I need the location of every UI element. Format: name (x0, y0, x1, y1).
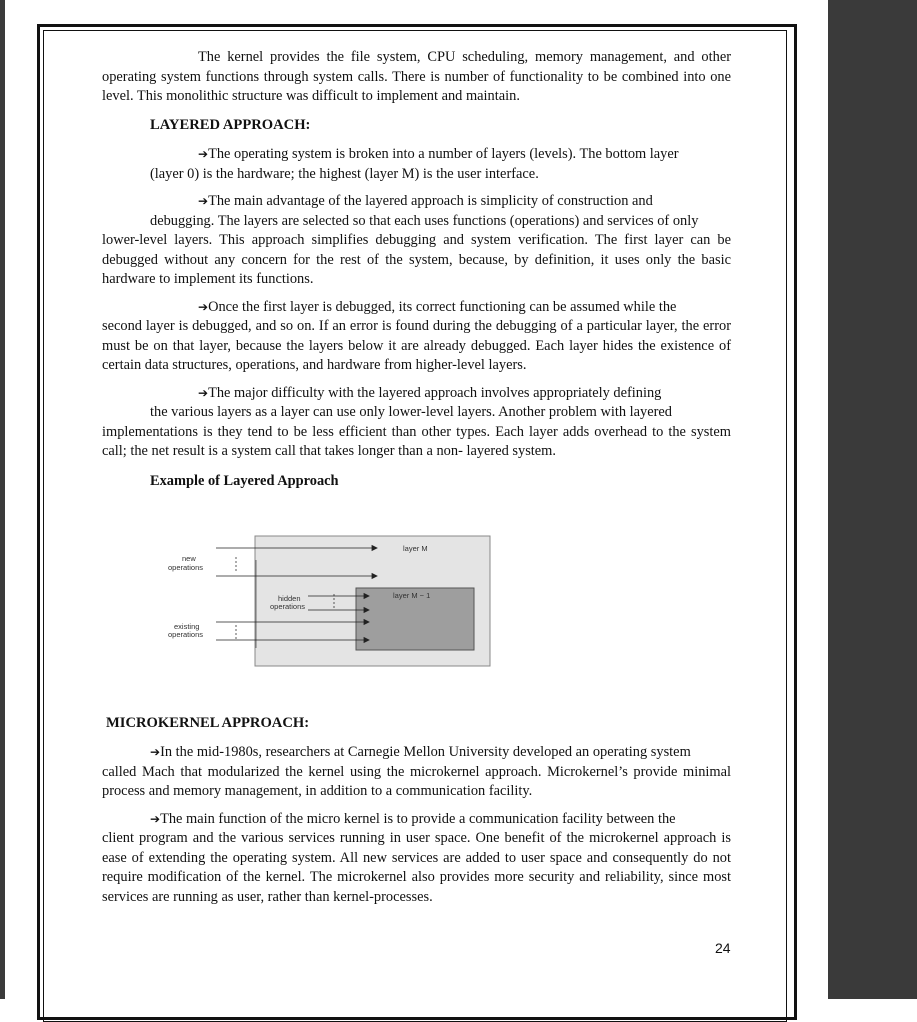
layer-m-1-label: layer M − 1 (393, 591, 431, 600)
bullet-continuation: second layer is debugged, and so on. If an error is found during the debugging of a particular layer, the error must be on that layer, because the layers below it are already debugged. Each layer hides the existence of certain data structures, operations, and hardware from higher-level layers. (102, 318, 731, 373)
layer-m-label: layer M (403, 544, 428, 553)
arrow-icon: ➔ (150, 745, 161, 759)
bullet-text: The major difficulty with the layered approach involves appropriately defining (208, 384, 662, 401)
left-viewer-strip (0, 0, 5, 999)
example-heading: Example of Layered Approach (150, 472, 339, 489)
bullet-second-line: the various layers as a layer can use only lower-level layers. Another problem with layered (150, 404, 672, 420)
bullet-text: The main advantage of the layered approach is simplicity of construction and (208, 193, 653, 209)
bullet-first-line (102, 192, 731, 212)
page-number: 24 (715, 940, 731, 956)
bullet-text: The operating system is broken into a number of layers (levels). The bottom layer (208, 146, 679, 162)
layered-approach-diagram (160, 530, 500, 675)
bullet-first-line (102, 810, 731, 830)
bullet-first-line (102, 743, 731, 763)
layered-approach-heading: LAYERED APPROACH: (150, 116, 311, 133)
existing-operations-label-1: existing (174, 622, 200, 631)
existing-operations-label-2: operations (168, 630, 204, 639)
right-viewer-strip (828, 0, 917, 999)
bullet-continuation: lower-level layers. This approach simplifies debugging and system verification. The first layer can be debugged without any concern for the rest of the system, because, by definition, it uses only the basic hardware to implement its functions. (102, 232, 731, 287)
arrow-icon: ➔ (198, 385, 209, 400)
bullet-first-line (102, 384, 731, 404)
bullet-first-line (150, 145, 731, 165)
hidden-operations-label-1: hidden (278, 594, 301, 603)
arrow-icon: ➔ (198, 299, 209, 314)
bullet-first-line (102, 298, 731, 318)
intro-paragraph: The kernel provides the file system, CPU scheduling, memory management, and other operating system functions through system calls. There is number of functionality to be combined into one level. This monolithic structure was difficult to implement and maintain. (102, 49, 731, 104)
bullet-text: The main function of the micro kernel is to provide a communication facility between the (160, 810, 676, 827)
new-operations-label-2: operations (168, 563, 204, 572)
hidden-operations-label-2: operations (270, 602, 306, 611)
layered-bullet-1 (150, 145, 731, 184)
bullet-continuation: implementations is they tend to be less efficient than other types. Each layer adds overhead to the system call; the net result is a system call that takes longer than a non- layered system. (102, 423, 731, 459)
microkernel-bullet-1 (102, 743, 731, 802)
layered-bullet-2 (102, 192, 731, 290)
page-content (102, 48, 731, 491)
arrow-icon: ➔ (198, 147, 209, 161)
microkernel-section (102, 743, 731, 915)
new-operations-label-1: new (182, 554, 196, 563)
arrow-icon: ➔ (198, 194, 209, 208)
bullet-second-line: debugging. The layers are selected so that each uses functions (operations) and services of only (150, 212, 699, 229)
layered-bullet-4 (102, 384, 731, 462)
bullet-text: Once the first layer is debugged, its correct functioning can be assumed while the (208, 298, 677, 315)
microkernel-bullet-2 (102, 810, 731, 908)
layered-bullet-3 (102, 298, 731, 376)
microkernel-heading: MICROKERNEL APPROACH: (106, 715, 310, 731)
bullet-text: In the mid-1980s, researchers at Carnegie Mellon University developed an operating system (160, 744, 691, 760)
arrow-icon: ➔ (150, 811, 161, 826)
bullet-continuation: (layer 0) is the hardware; the highest (layer M) is the user interface. (150, 165, 539, 182)
bullet-continuation: client program and the various services running in user space. One benefit of the microkernel approach is ease of extending the operating system. All new services are added to user space and consequently do not require modification of the kernel. The microkernel also provides more security and reliability, since most services are running as user, rather than kernel-processes. (102, 830, 731, 905)
bullet-continuation: called Mach that modularized the kernel using the microkernel approach. Microkernel’s provide minimal process and memory management, in addition to a communication facility. (102, 763, 731, 799)
